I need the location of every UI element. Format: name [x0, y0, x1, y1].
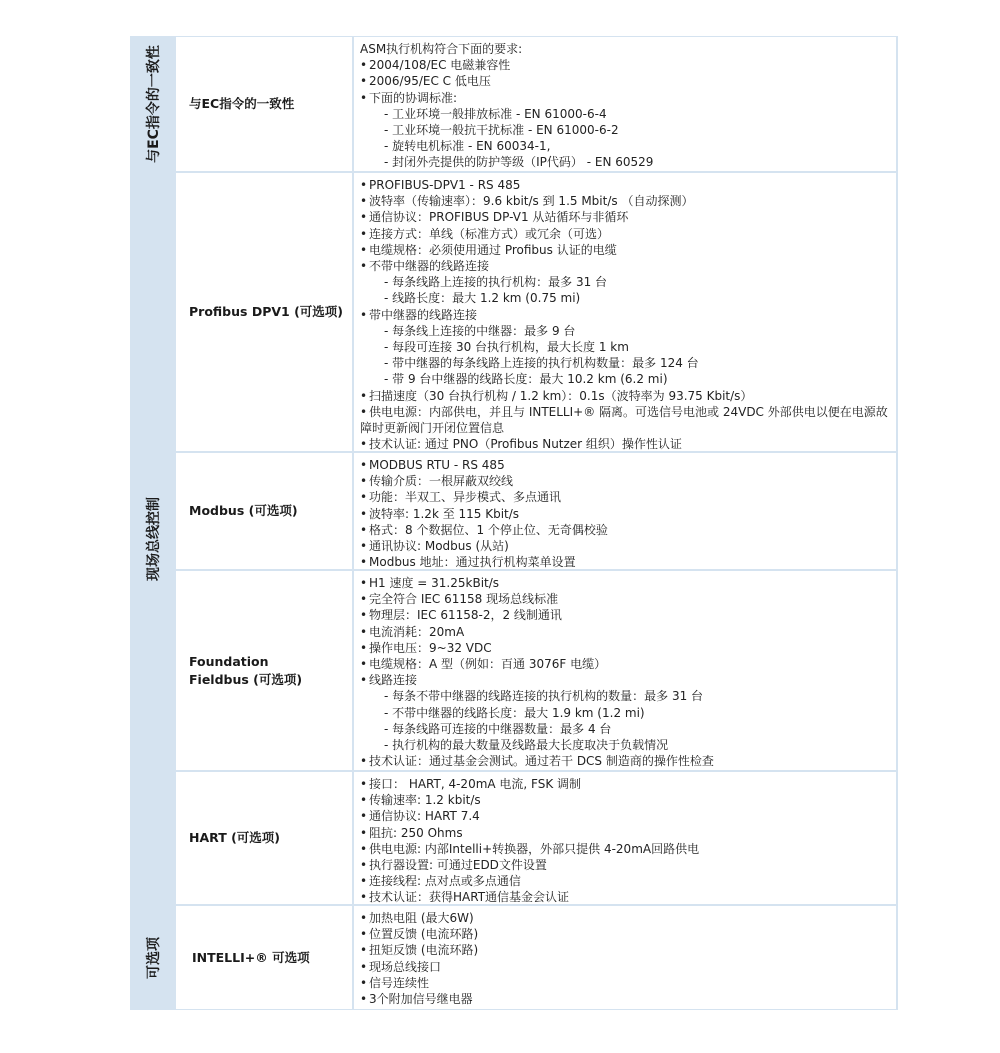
spec-bullet: • MODBUS RTU - RS 485 — [360, 457, 892, 473]
spec-subline: - 工业环境一般抗干扰标准 - EN 61000-6-2 — [384, 123, 619, 138]
spec-bullet: • 电流消耗：20mA — [360, 624, 892, 640]
row-content-modbus — [354, 453, 896, 569]
spec-subline: - 每段可连接 30 台执行机构，最大长度 1 km — [384, 340, 629, 355]
spec-bullet: • 完全符合 IEC 61158 现场总线标准 — [360, 591, 892, 607]
row-label-text: HART (可选项) — [189, 830, 281, 845]
spec-subline: - 每条不带中继器的线路连接的执行机构的数量：最多 31 台 — [384, 689, 704, 704]
spec-bullet: • 格式：8 个数据位、1 个停止位、无奇偶校验 — [360, 522, 892, 538]
row-label-ec-conformity — [176, 37, 352, 171]
spec-bullet: • 波特率（传输速率）：9.6 kbit/s 到 1.5 Mbit/s （自动探测） — [360, 193, 892, 209]
spec-bullet: • 扭矩反馈 (电流环路) — [360, 942, 892, 958]
spec-table — [130, 36, 898, 1010]
spec-bullet: • 不带中继器的线路连接 — [360, 258, 892, 274]
spec-bullet: • 电缆规格：必须使用通过 Profibus 认证的电缆 — [360, 242, 892, 258]
spec-bullet: • 波特率: 1.2k 至 115 Kbit/s — [360, 506, 892, 522]
spec-bullet: • 连接方式：单线（标准方式）或冗余（可选） — [360, 226, 892, 242]
spec-bullet: • H1 速度 = 31.25kBit/s — [360, 575, 892, 591]
row-content-intelli-options — [354, 906, 896, 1009]
spec-bullet: • 功能：半双工、异步模式、多点通讯 — [360, 489, 892, 505]
row-label-profibus — [176, 173, 352, 451]
row-label-foundation-fieldbus — [176, 571, 352, 770]
spec-bullet: • 扫描速度（30 台执行机构 / 1.2 km）：0.1s（波特率为 93.75 Kbit/s） — [360, 388, 892, 404]
spec-subline: - 线路长度：最大 1.2 km (0.75 mi) — [384, 291, 581, 306]
category-label: 现场总线控制 — [145, 496, 162, 581]
spec-bullet: • 线路连接 — [360, 672, 892, 688]
spec-bullet: • 加热电阻 (最大6W) — [360, 910, 892, 926]
row-label-text: Foundation Fieldbus (可选项) — [189, 653, 303, 687]
row-content-ec-conformity — [354, 37, 896, 171]
spec-subline: - 旋转电机标准 - EN 60034-1, — [384, 139, 551, 154]
spec-subline: - 每条线路可连接的中继器数量：最多 4 台 — [384, 721, 612, 736]
spec-bullet: • 2004/108/EC 电磁兼容性 — [360, 57, 892, 73]
row-content-hart — [354, 772, 896, 904]
spec-bullet: • 2006/95/EC C 低电压 — [360, 73, 892, 89]
spec-bullet: • 信号连续性 — [360, 975, 892, 991]
spec-bullet: • 通讯协议: Modbus (从站) — [360, 538, 892, 554]
spec-bullet: • 通信协议：PROFIBUS DP-V1 从站循环与非循环 — [360, 209, 892, 225]
category-fieldbus-control — [131, 173, 174, 904]
spec-bullet: • 操作电压：9~32 VDC — [360, 640, 892, 656]
row-label-intelli-options — [176, 906, 352, 1009]
spec-bullet: • 连接线程: 点对点或多点通信 — [360, 873, 892, 889]
spec-bullet: • 下面的协调标准: — [360, 90, 892, 106]
spec-bullet: • 位置反馈 (电流环路) — [360, 926, 892, 942]
category-label: 可选项 — [145, 936, 162, 979]
row-content-profibus — [354, 173, 896, 451]
spec-bullet: • 供电电源: 内部Intelli+转换器，外部只提供 4-20mA回路供电 — [360, 841, 892, 857]
spec-bullet: • 现场总线接口 — [360, 959, 892, 975]
row-label-text: INTELLI+® 可选项 — [192, 949, 310, 965]
row-label-modbus — [176, 453, 352, 569]
spec-bullet: • PROFIBUS-DPV1 - RS 485 — [360, 177, 892, 193]
spec-bullet: • 阻抗: 250 Ohms — [360, 825, 892, 841]
spec-bullet: • 带中继器的线路连接 — [360, 307, 892, 323]
spec-subline: - 工业环境一般排放标准 - EN 61000-6-4 — [384, 106, 607, 121]
spec-subline: - 不带中继器的线路长度：最大 1.9 km (1.2 mi) — [384, 705, 645, 720]
row-label-text: Modbus (可选项) — [189, 503, 298, 518]
spec-line: ASM执行机构符合下面的要求: — [360, 42, 523, 56]
spec-bullet: • 电缆规格：A 型（例如：百通 3076F 电缆） — [360, 656, 892, 672]
spec-bullet: • 执行器设置: 可通过EDD文件设置 — [360, 857, 892, 873]
spec-bullet: • 通信协议: HART 7.4 — [360, 808, 892, 824]
spec-bullet: • 接口： HART, 4-20mA 电流, FSK 调制 — [360, 776, 892, 792]
row-label-text: Profibus DPV1 (可选项) — [189, 304, 344, 319]
row-label-hart — [176, 772, 352, 904]
spec-subline: - 封闭外壳提供的防护等级（IP代码） - EN 60529 — [384, 155, 654, 170]
category-label: 与EC指令的一致性 — [145, 45, 162, 163]
spec-subline: - 带 9 台中继器的线路长度：最大 10.2 km (6.2 mi) — [384, 372, 668, 387]
spec-bullet: • 技术认证: 通过 PNO（Profibus Nutzer 组织）操作性认证 — [360, 436, 892, 452]
row-label-text: 与EC指令的一致性 — [189, 96, 295, 111]
spec-subline: - 带中继器的每条线路上连接的执行机构数量：最多 124 台 — [384, 356, 699, 371]
spec-bullet: • Modbus 地址：通过执行机构菜单设置 — [360, 554, 892, 570]
spec-bullet: • 物理层：IEC 61158-2，2 线制通讯 — [360, 607, 892, 623]
spec-subline: - 每条线上连接的中继器：最多 9 台 — [384, 323, 576, 338]
category-ec-conformity — [131, 37, 174, 171]
category-options — [131, 906, 174, 1009]
spec-subline: - 每条线路上连接的执行机构：最多 31 台 — [384, 275, 608, 290]
spec-subline: - 执行机构的最大数量及线路最大长度取决于负载情况 — [384, 738, 669, 753]
spec-bullet: • 传输速率: 1.2 kbit/s — [360, 792, 892, 808]
row-content-foundation-fieldbus — [354, 571, 896, 770]
spec-bullet: • 技术认证：通过基金会测试。通过若干 DCS 制造商的操作性检查 — [360, 753, 892, 769]
spec-bullet: • 3个附加信号继电器 — [360, 991, 892, 1007]
spec-bullet: • 供电电源：内部供电，并且与 INTELLI+® 隔离。可选信号电池或 24VDC 外部供电以便在电源故障时更新阀门开闭位置信息 — [360, 404, 892, 436]
spec-bullet: • 传输介质：一根屏蔽双绞线 — [360, 473, 892, 489]
spec-bullet: • 技术认证：获得HART通信基金会认证 — [360, 889, 892, 905]
